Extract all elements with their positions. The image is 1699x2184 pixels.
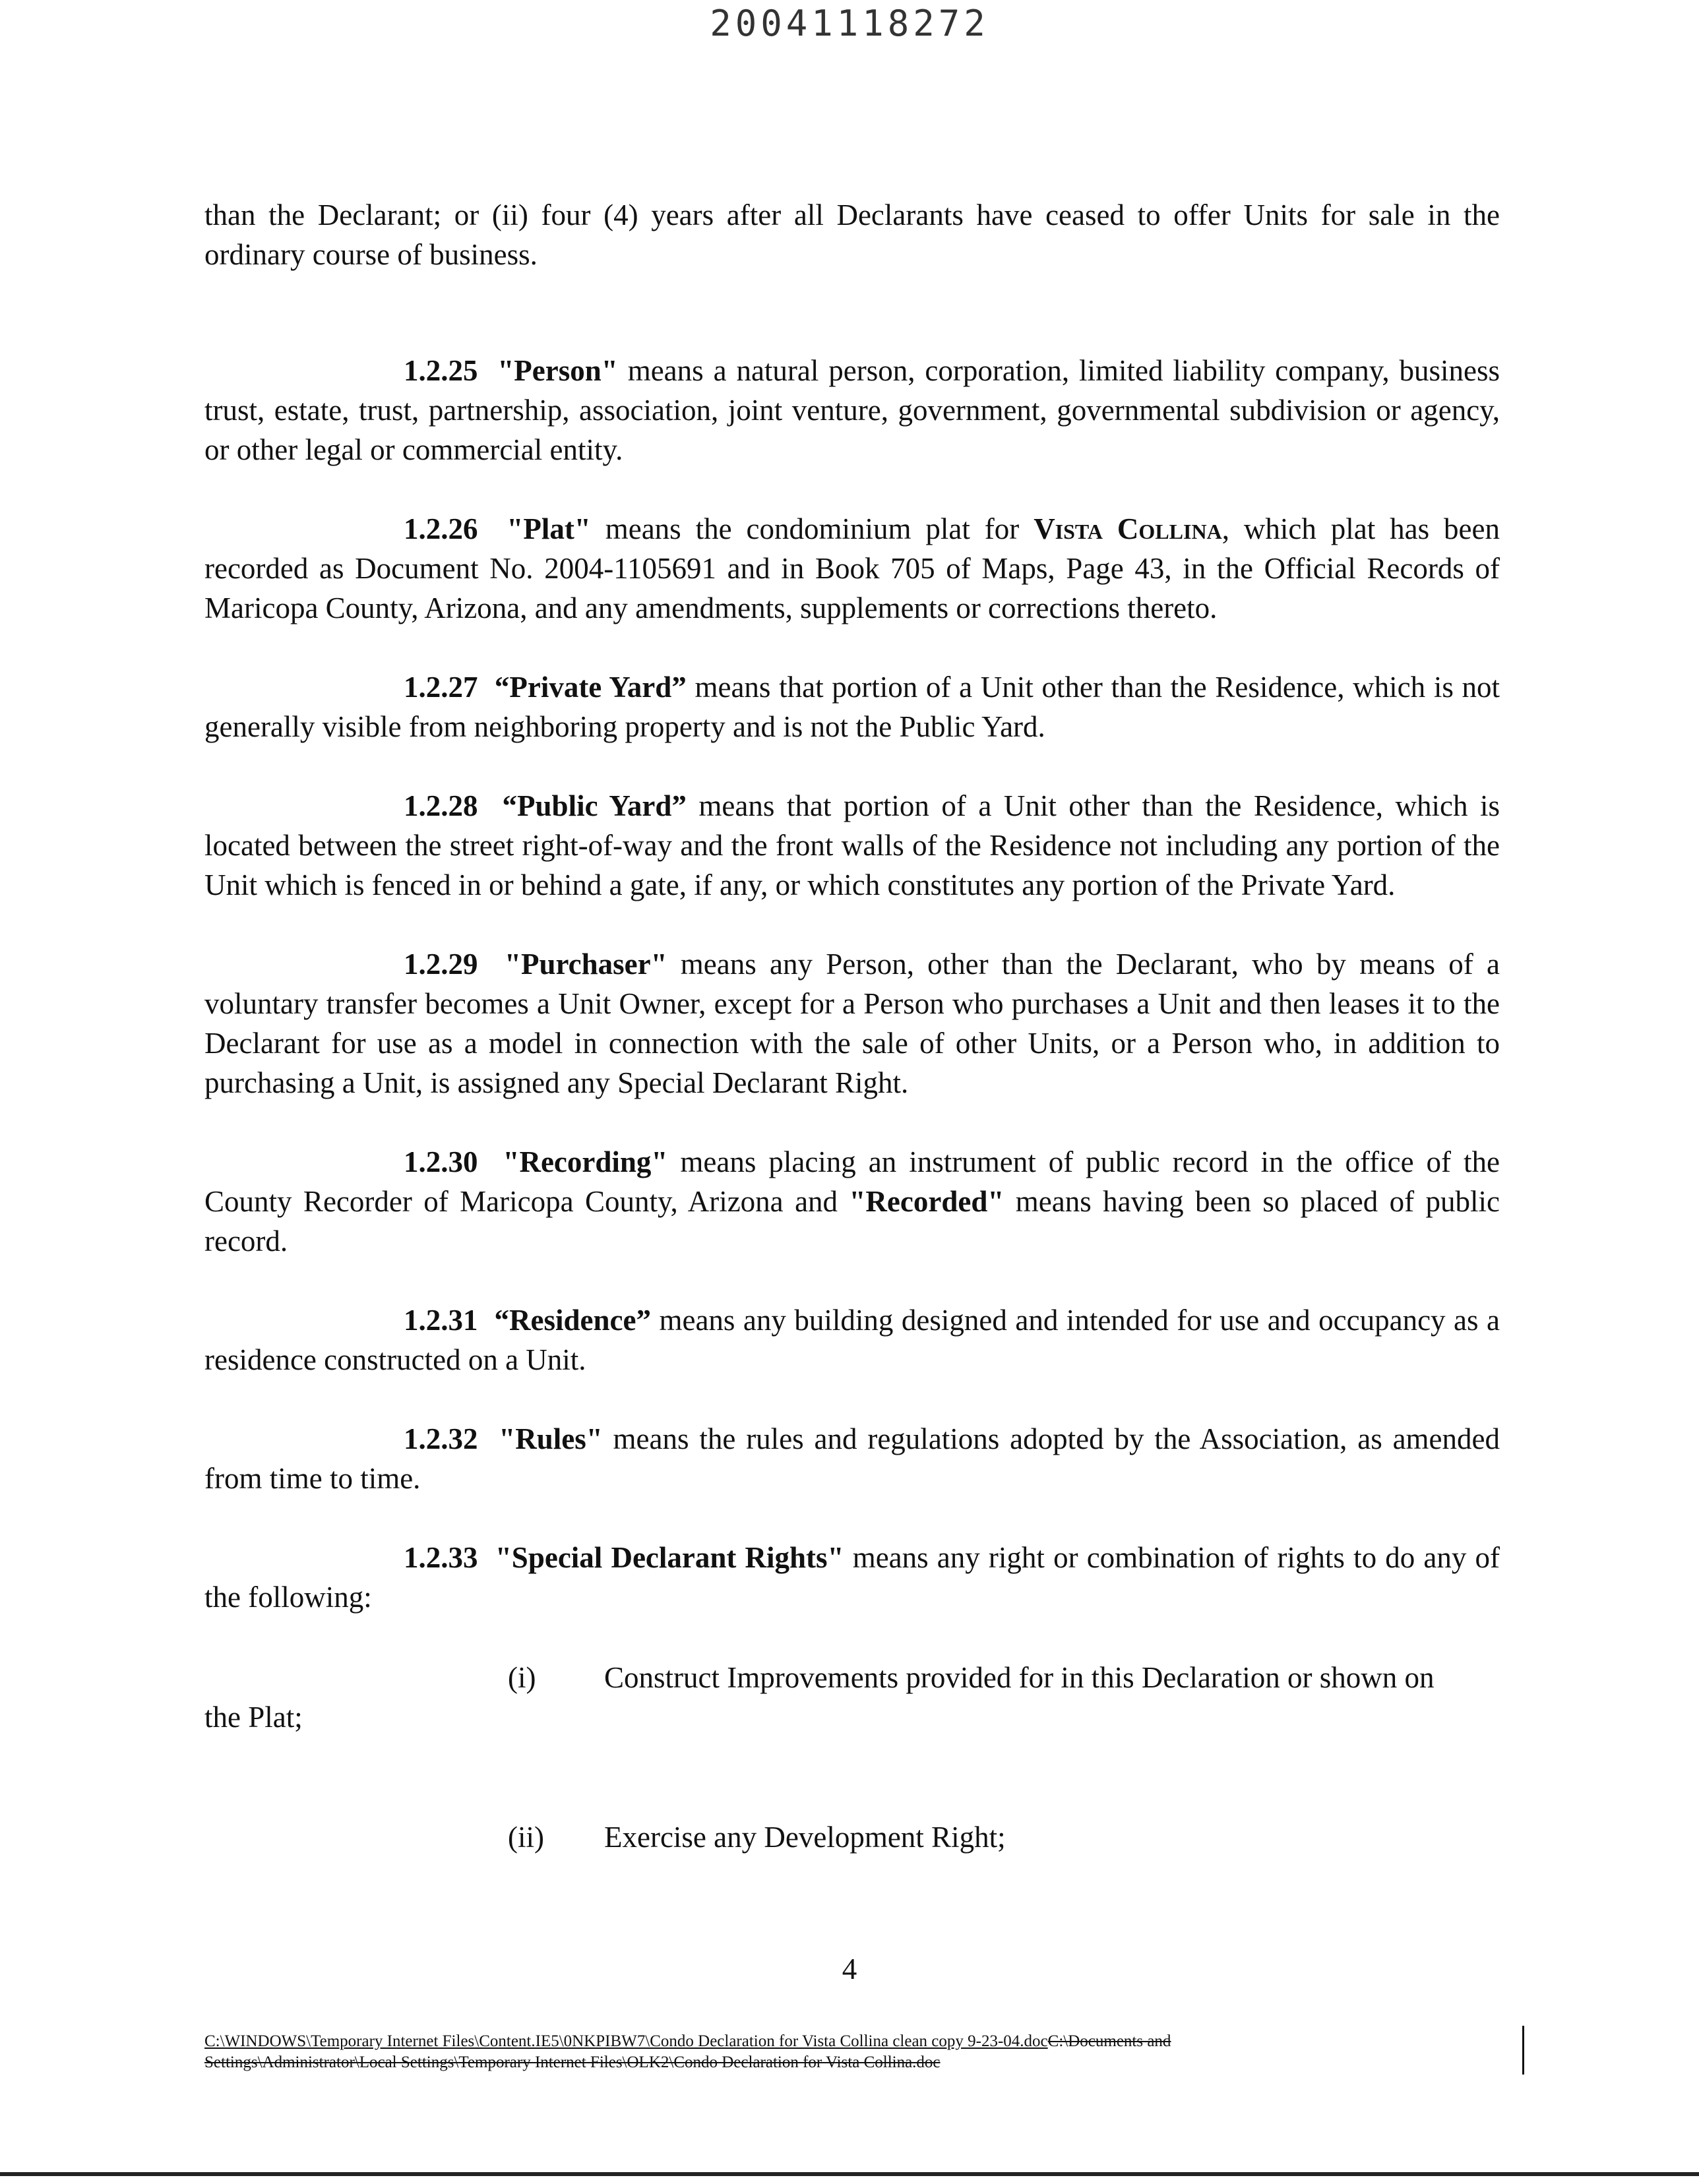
project-name: Vista Collina: [1034, 512, 1222, 545]
definition-number: 1.2.30: [404, 1145, 478, 1178]
definition-text: means any building designed and intended for use and occupancy as a residence constructed on a Unit.: [204, 1304, 1500, 1376]
definition-text: means the rules and regulations adopted by the Association, as amended from time to time.: [204, 1422, 1500, 1495]
sub-item-number: (ii): [508, 1821, 544, 1854]
definition-term: “Public Yard”: [502, 789, 687, 822]
definition-purchaser: [204, 944, 1500, 1103]
definition-text-continued: , which plat has been recorded as Document No. 2004-1105691 and in Book 705 of Maps, Page 43, in the Official Records of Maricopa County, Arizona, and any amendments, supplements or corrections thereto.: [204, 512, 1500, 624]
sub-item-i: [204, 1658, 1500, 1697]
definition-term: "Recording": [503, 1145, 668, 1178]
scan-bottom-edge: [0, 2172, 1699, 2176]
definition-term: "Rules": [499, 1422, 603, 1455]
definition-number: 1.2.26: [404, 512, 478, 545]
definition-text: means a natural person, corporation, limited liability company, business trust, estate, trust, partnership, association, joint venture, government, governmental subdivision or agency, or other legal or commercial entity.: [204, 354, 1500, 466]
definition-text: means any right or combination of rights to do any of the following:: [204, 1541, 1500, 1614]
definition-term: "Plat": [507, 512, 591, 545]
definition-number: 1.2.28: [404, 789, 478, 822]
definition-term: “Private Yard”: [494, 671, 687, 704]
sub-item-ii: [204, 1817, 1500, 1857]
definition-text-continued: means having been so placed of public record.: [204, 1185, 1500, 1258]
definition-private-yard: [204, 667, 1500, 746]
definition-term: “Residence”: [494, 1304, 651, 1337]
definition-number: 1.2.31: [404, 1304, 478, 1337]
definition-term: "Special Declarant Rights": [495, 1541, 844, 1574]
file-path-deleted: C:\Documents and: [1047, 2032, 1171, 2050]
lead-paragraph: than the Declarant; or (ii) four (4) years after all Declarants have ceased to offer Units for sale in the ordinary course of business.: [204, 198, 1500, 271]
file-path-footer: [204, 2031, 1326, 2073]
file-path-current: C:\WINDOWS\Temporary Internet Files\Content.IE5\0NKPIBW7\Condo Declaration for Vista Collina clean copy 9-23-04.doc: [204, 2032, 1048, 2050]
definition-number: 1.2.33: [404, 1541, 478, 1574]
definition-public-yard: [204, 786, 1500, 905]
definition-text: means placing an instrument of public record in the office of the County Recorder of Maricopa County, Arizona and: [204, 1145, 1500, 1218]
sub-item-text: Exercise any Development Right;: [604, 1821, 1006, 1854]
recording-number: 20041118272: [710, 3, 989, 44]
definition-special-declarant-rights: [204, 1538, 1500, 1617]
sub-item-text: Construct Improvements provided for in this Declaration or shown on: [604, 1661, 1435, 1694]
definition-text: means any Person, other than the Declarant, who by means of a voluntary transfer becomes a Unit Owner, except for a Person who purchases a Unit and then leases it to the Declarant for use as a model in connection with the sale of other Units, or a Person who, in addition to purchasing a Unit, is assigned any Special Declarant Right.: [204, 948, 1500, 1099]
definition-number: 1.2.32: [404, 1422, 478, 1455]
document-body: [204, 195, 1500, 1857]
sub-item-number: (i): [508, 1661, 536, 1694]
definition-number: 1.2.25: [404, 354, 478, 387]
definition-recording: [204, 1142, 1500, 1261]
definition-number: 1.2.29: [404, 948, 478, 981]
definition-rules: [204, 1419, 1500, 1498]
definition-plat: [204, 509, 1500, 628]
sub-item-continuation: the Plat;: [204, 1701, 303, 1734]
definition-term-recorded: "Recorded": [849, 1185, 1004, 1218]
definition-text: means the condominium plat for: [590, 512, 1034, 545]
definition-term: "Purchaser": [504, 948, 667, 981]
definition-residence: [204, 1300, 1500, 1380]
definition-person: [204, 351, 1500, 470]
file-path-deleted-continued: Settings\Administrator\Local Settings\Temporary Internet Files\OLK2\Condo Declaration for Vista Collina.doc: [204, 2053, 941, 2071]
definition-number: 1.2.27: [404, 671, 478, 704]
definition-term: "Person": [497, 354, 618, 387]
definition-text: means that portion of a Unit other than the Residence, which is not generally visible from neighboring property and is not the Public Yard.: [204, 671, 1500, 743]
definition-text: means that portion of a Unit other than the Residence, which is located between the street right-of-way and the front walls of the Residence not including any portion of the Unit which is fenced in or behind a gate, if any, or which constitutes any portion of the Private Yard.: [204, 789, 1500, 901]
page-number: 4: [842, 1953, 857, 1986]
revision-change-bar: [1522, 2026, 1524, 2075]
